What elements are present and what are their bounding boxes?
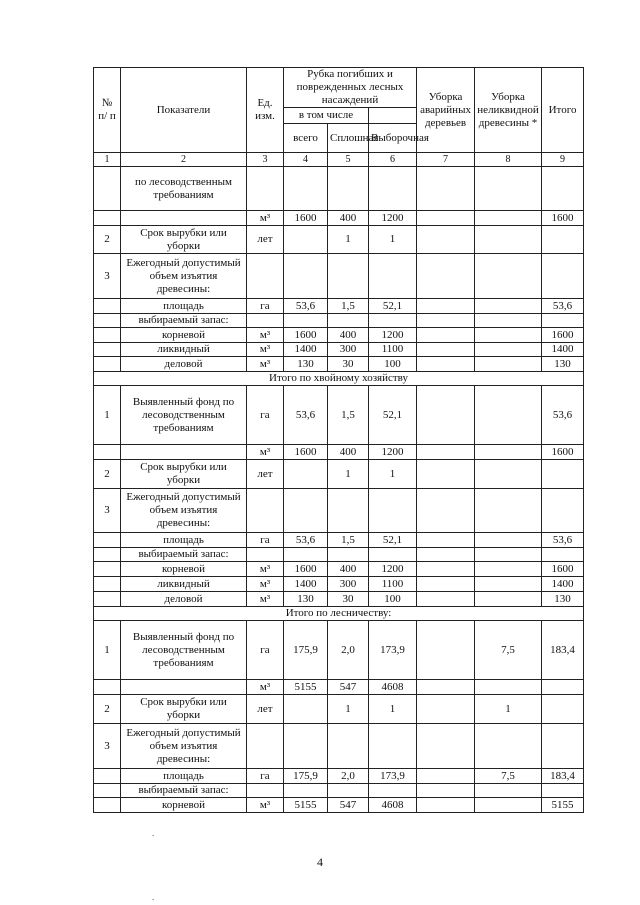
- value-cell: 183,4: [542, 769, 584, 784]
- value-cell: [417, 548, 475, 562]
- colnum: 8: [475, 153, 542, 167]
- indicator-cell: Выявленный фонд по лесоводственным требованиям: [121, 386, 247, 445]
- value-cell: [284, 784, 328, 798]
- value-cell: [284, 489, 328, 533]
- table-row: [94, 445, 584, 460]
- value-cell: 400: [328, 562, 369, 577]
- page-number: 4: [317, 855, 323, 869]
- table-row: [94, 343, 584, 357]
- colnum: 7: [417, 153, 475, 167]
- table-row: [94, 577, 584, 592]
- value-cell: 400: [328, 328, 369, 343]
- unit-cell: м³: [247, 798, 284, 813]
- value-cell: [94, 548, 121, 562]
- unit-cell: м³: [247, 343, 284, 357]
- indicator-cell: деловой: [121, 357, 247, 372]
- value-cell: [542, 680, 584, 695]
- header-felling: Рубка погибших и поврежденных лесных насаждений: [284, 68, 417, 108]
- unit-cell: [247, 167, 284, 211]
- table-row: [94, 562, 584, 577]
- value-cell: [417, 533, 475, 548]
- value-cell: 300: [328, 343, 369, 357]
- indicator-cell: [121, 211, 247, 226]
- value-cell: [94, 357, 121, 372]
- value-cell: 100: [369, 357, 417, 372]
- value-cell: [475, 489, 542, 533]
- header-emergency: Уборка аварийных деревьев: [417, 68, 475, 153]
- value-cell: [475, 211, 542, 226]
- indicator-cell: площадь: [121, 769, 247, 784]
- value-cell: [417, 314, 475, 328]
- value-cell: 547: [328, 798, 369, 813]
- value-cell: [369, 167, 417, 211]
- value-cell: [475, 226, 542, 254]
- value-cell: [475, 592, 542, 607]
- value-cell: 130: [542, 592, 584, 607]
- colnum: 6: [369, 153, 417, 167]
- value-cell: [94, 167, 121, 211]
- header-no: № п/ п: [94, 68, 121, 153]
- indicator-cell: Срок вырубки или уборки: [121, 695, 247, 724]
- value-cell: 1: [369, 695, 417, 724]
- indicator-cell: выбираемый запас:: [121, 314, 247, 328]
- value-cell: 2: [94, 695, 121, 724]
- value-cell: 1400: [284, 343, 328, 357]
- value-cell: 1600: [284, 445, 328, 460]
- value-cell: 2: [94, 460, 121, 489]
- table-row: [94, 784, 584, 798]
- value-cell: 173,9: [369, 621, 417, 680]
- value-cell: [284, 548, 328, 562]
- value-cell: 175,9: [284, 769, 328, 784]
- value-cell: [475, 328, 542, 343]
- header-including: в том числе: [284, 108, 369, 124]
- value-cell: [475, 784, 542, 798]
- table-row: [94, 769, 584, 784]
- value-cell: 400: [328, 445, 369, 460]
- colnum: 9: [542, 153, 584, 167]
- indicator-cell: [121, 445, 247, 460]
- value-cell: [417, 798, 475, 813]
- value-cell: 3: [94, 254, 121, 299]
- value-cell: [284, 167, 328, 211]
- value-cell: [369, 314, 417, 328]
- value-cell: 5155: [542, 798, 584, 813]
- value-cell: 5155: [284, 680, 328, 695]
- header-clear: Сплошная: [328, 124, 369, 153]
- indicator-cell: ликвидный: [121, 343, 247, 357]
- value-cell: [94, 299, 121, 314]
- colnum: 2: [121, 153, 247, 167]
- value-cell: 30: [328, 357, 369, 372]
- value-cell: [94, 577, 121, 592]
- value-cell: [284, 254, 328, 299]
- value-cell: 1,5: [328, 299, 369, 314]
- value-cell: 53,6: [284, 299, 328, 314]
- value-cell: 1100: [369, 343, 417, 357]
- value-cell: 547: [328, 680, 369, 695]
- header-total-col: всего: [284, 124, 328, 153]
- table-row: [94, 592, 584, 607]
- value-cell: 1400: [284, 577, 328, 592]
- value-cell: 53,6: [542, 533, 584, 548]
- value-cell: 1600: [542, 328, 584, 343]
- value-cell: [475, 167, 542, 211]
- scan-mark: .: [152, 828, 155, 838]
- value-cell: [417, 769, 475, 784]
- header-illiquid: Уборка неликвидной древесины *: [475, 68, 542, 153]
- table-row: [94, 314, 584, 328]
- value-cell: 3: [94, 724, 121, 769]
- value-cell: 53,6: [284, 386, 328, 445]
- value-cell: [417, 680, 475, 695]
- value-cell: 2,0: [328, 769, 369, 784]
- value-cell: 53,6: [542, 299, 584, 314]
- value-cell: [475, 548, 542, 562]
- value-cell: [328, 167, 369, 211]
- value-cell: [475, 680, 542, 695]
- value-cell: [94, 784, 121, 798]
- table-row: [94, 211, 584, 226]
- table-row: [94, 489, 584, 533]
- value-cell: [94, 445, 121, 460]
- table-row: [94, 386, 584, 445]
- value-cell: 300: [328, 577, 369, 592]
- value-cell: [369, 724, 417, 769]
- value-cell: 7,5: [475, 769, 542, 784]
- value-cell: [417, 328, 475, 343]
- indicator-cell: Ежегодный допустимый объем изъятия древесины:: [121, 489, 247, 533]
- value-cell: [417, 445, 475, 460]
- unit-cell: га: [247, 769, 284, 784]
- unit-cell: [247, 489, 284, 533]
- value-cell: [542, 314, 584, 328]
- unit-cell: [247, 724, 284, 769]
- value-cell: [417, 592, 475, 607]
- value-cell: [417, 460, 475, 489]
- value-cell: 4608: [369, 798, 417, 813]
- unit-cell: лет: [247, 460, 284, 489]
- unit-cell: м³: [247, 592, 284, 607]
- indicator-cell: Ежегодный допустимый объем изъятия древесины:: [121, 254, 247, 299]
- value-cell: 1200: [369, 211, 417, 226]
- unit-cell: лет: [247, 226, 284, 254]
- value-cell: 130: [284, 592, 328, 607]
- unit-cell: [247, 548, 284, 562]
- unit-cell: м³: [247, 328, 284, 343]
- unit-cell: лет: [247, 695, 284, 724]
- value-cell: [417, 226, 475, 254]
- value-cell: 1600: [542, 562, 584, 577]
- section-title: Итого по лесничеству:: [94, 607, 584, 621]
- indicator-cell: по лесоводственным требованиям: [121, 167, 247, 211]
- value-cell: [475, 562, 542, 577]
- indicator-cell: корневой: [121, 328, 247, 343]
- value-cell: 1400: [542, 343, 584, 357]
- colnum: 5: [328, 153, 369, 167]
- colnum: 4: [284, 153, 328, 167]
- unit-cell: га: [247, 533, 284, 548]
- indicator-cell: площадь: [121, 533, 247, 548]
- value-cell: [542, 226, 584, 254]
- table-row: [94, 680, 584, 695]
- value-cell: [417, 343, 475, 357]
- value-cell: 53,6: [542, 386, 584, 445]
- value-cell: [417, 211, 475, 226]
- table-row: [94, 254, 584, 299]
- unit-cell: м³: [247, 445, 284, 460]
- value-cell: [94, 798, 121, 813]
- section-row: [94, 607, 584, 621]
- value-cell: [475, 314, 542, 328]
- value-cell: 1: [328, 226, 369, 254]
- header-selective: Выборочная: [369, 124, 417, 153]
- value-cell: 4608: [369, 680, 417, 695]
- value-cell: [542, 254, 584, 299]
- unit-cell: га: [247, 386, 284, 445]
- value-cell: [417, 386, 475, 445]
- value-cell: [417, 562, 475, 577]
- indicator-cell: Ежегодный допустимый объем изъятия древесины:: [121, 724, 247, 769]
- value-cell: [284, 695, 328, 724]
- value-cell: [284, 314, 328, 328]
- value-cell: 1600: [284, 328, 328, 343]
- value-cell: 1600: [542, 445, 584, 460]
- value-cell: [475, 343, 542, 357]
- value-cell: 5155: [284, 798, 328, 813]
- value-cell: 1600: [542, 211, 584, 226]
- value-cell: [475, 577, 542, 592]
- value-cell: [284, 724, 328, 769]
- value-cell: [94, 343, 121, 357]
- value-cell: [417, 167, 475, 211]
- value-cell: 3: [94, 489, 121, 533]
- value-cell: 130: [284, 357, 328, 372]
- value-cell: [328, 254, 369, 299]
- header-indicators: Показатели: [121, 68, 247, 153]
- value-cell: [542, 460, 584, 489]
- value-cell: 52,1: [369, 386, 417, 445]
- value-cell: [475, 445, 542, 460]
- value-cell: 400: [328, 211, 369, 226]
- forest-felling-table: [93, 67, 584, 813]
- value-cell: 1200: [369, 328, 417, 343]
- value-cell: [542, 724, 584, 769]
- header-itogo: Итого: [542, 68, 584, 153]
- value-cell: 2,0: [328, 621, 369, 680]
- unit-cell: м³: [247, 562, 284, 577]
- value-cell: 173,9: [369, 769, 417, 784]
- unit-cell: га: [247, 621, 284, 680]
- indicator-cell: выбираемый запас:: [121, 548, 247, 562]
- value-cell: 1: [328, 460, 369, 489]
- value-cell: [369, 784, 417, 798]
- value-cell: [369, 548, 417, 562]
- section-title: Итого по хвойному хозяйству: [94, 372, 584, 386]
- value-cell: [94, 328, 121, 343]
- value-cell: [475, 724, 542, 769]
- indicator-cell: корневой: [121, 798, 247, 813]
- value-cell: 1: [328, 695, 369, 724]
- table-row: [94, 460, 584, 489]
- value-cell: [328, 489, 369, 533]
- value-cell: 1,5: [328, 533, 369, 548]
- value-cell: 53,6: [284, 533, 328, 548]
- value-cell: [417, 577, 475, 592]
- value-cell: 1: [369, 460, 417, 489]
- table-row: [94, 226, 584, 254]
- unit-cell: га: [247, 299, 284, 314]
- value-cell: [94, 314, 121, 328]
- unit-cell: [247, 314, 284, 328]
- value-cell: 1200: [369, 445, 417, 460]
- colnum: 3: [247, 153, 284, 167]
- value-cell: 1: [369, 226, 417, 254]
- value-cell: 100: [369, 592, 417, 607]
- value-cell: [369, 489, 417, 533]
- value-cell: [417, 299, 475, 314]
- value-cell: [417, 254, 475, 299]
- unit-cell: [247, 254, 284, 299]
- table-row: [94, 548, 584, 562]
- colnum: 1: [94, 153, 121, 167]
- value-cell: [542, 548, 584, 562]
- value-cell: [94, 769, 121, 784]
- indicator-cell: [121, 680, 247, 695]
- value-cell: [417, 357, 475, 372]
- table-row: [94, 167, 584, 211]
- value-cell: [542, 489, 584, 533]
- value-cell: 52,1: [369, 533, 417, 548]
- scan-mark: .: [152, 892, 155, 902]
- value-cell: 1: [475, 695, 542, 724]
- indicator-cell: корневой: [121, 562, 247, 577]
- value-cell: 1100: [369, 577, 417, 592]
- table-row: [94, 621, 584, 680]
- value-cell: [328, 548, 369, 562]
- table-row: [94, 798, 584, 813]
- table-row: [94, 533, 584, 548]
- indicator-cell: Выявленный фонд по лесоводственным требованиям: [121, 621, 247, 680]
- value-cell: [94, 562, 121, 577]
- value-cell: 52,1: [369, 299, 417, 314]
- value-cell: [94, 680, 121, 695]
- table-row: [94, 299, 584, 314]
- indicator-cell: Срок вырубки или уборки: [121, 460, 247, 489]
- table-row: [94, 724, 584, 769]
- unit-cell: м³: [247, 577, 284, 592]
- value-cell: [475, 386, 542, 445]
- value-cell: [94, 533, 121, 548]
- indicator-cell: площадь: [121, 299, 247, 314]
- value-cell: [328, 314, 369, 328]
- value-cell: 30: [328, 592, 369, 607]
- unit-cell: м³: [247, 680, 284, 695]
- unit-cell: м³: [247, 211, 284, 226]
- value-cell: 1200: [369, 562, 417, 577]
- indicator-cell: Срок вырубки или уборки: [121, 226, 247, 254]
- value-cell: [542, 695, 584, 724]
- value-cell: 1600: [284, 562, 328, 577]
- header-unit: Ед. изм.: [247, 68, 284, 153]
- table-row: [94, 328, 584, 343]
- value-cell: [542, 167, 584, 211]
- value-cell: 1400: [542, 577, 584, 592]
- indicator-cell: выбираемый запас:: [121, 784, 247, 798]
- value-cell: [284, 226, 328, 254]
- value-cell: [417, 695, 475, 724]
- value-cell: [542, 784, 584, 798]
- value-cell: [475, 254, 542, 299]
- value-cell: 175,9: [284, 621, 328, 680]
- indicator-cell: ликвидный: [121, 577, 247, 592]
- value-cell: [475, 299, 542, 314]
- value-cell: [328, 724, 369, 769]
- value-cell: 1,5: [328, 386, 369, 445]
- value-cell: [475, 460, 542, 489]
- table-row: [94, 695, 584, 724]
- value-cell: [369, 254, 417, 299]
- value-cell: 1: [94, 386, 121, 445]
- value-cell: [475, 533, 542, 548]
- value-cell: [417, 621, 475, 680]
- value-cell: 7,5: [475, 621, 542, 680]
- value-cell: [417, 489, 475, 533]
- indicator-cell: деловой: [121, 592, 247, 607]
- table-row: [94, 357, 584, 372]
- value-cell: 130: [542, 357, 584, 372]
- value-cell: [94, 592, 121, 607]
- value-cell: [94, 211, 121, 226]
- value-cell: [475, 357, 542, 372]
- value-cell: [284, 460, 328, 489]
- value-cell: 1: [94, 621, 121, 680]
- value-cell: 2: [94, 226, 121, 254]
- section-row: [94, 372, 584, 386]
- value-cell: [328, 784, 369, 798]
- value-cell: [417, 724, 475, 769]
- value-cell: [417, 784, 475, 798]
- value-cell: 1600: [284, 211, 328, 226]
- value-cell: 183,4: [542, 621, 584, 680]
- value-cell: [475, 798, 542, 813]
- unit-cell: [247, 784, 284, 798]
- unit-cell: м³: [247, 357, 284, 372]
